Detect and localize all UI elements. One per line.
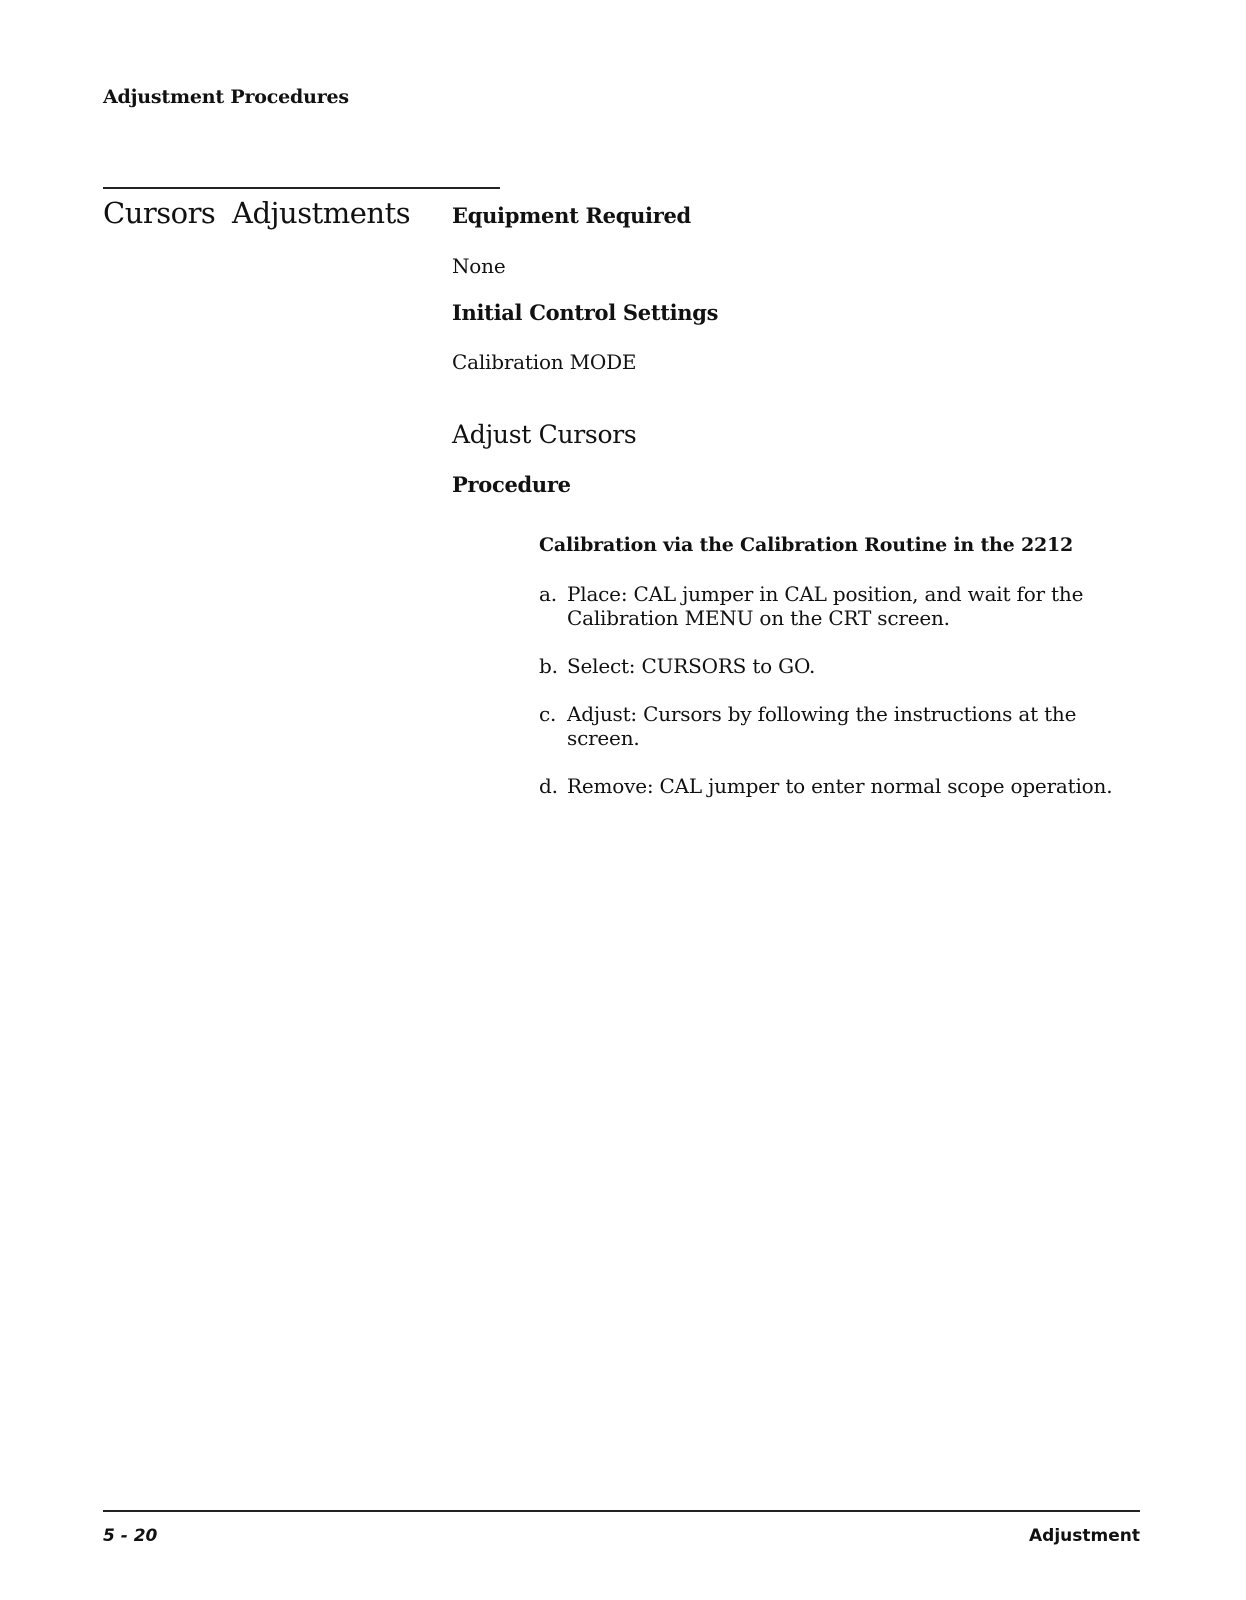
procedure-step-b — [539, 654, 1149, 678]
adjust-heading: Adjust Cursors — [452, 420, 637, 449]
section-title: Cursors Adjustments — [103, 196, 411, 230]
equipment-value: None — [452, 254, 506, 278]
initial-settings-heading: Initial Control Settings — [452, 300, 719, 325]
step-letter: a. — [539, 582, 557, 606]
footer-section-name: Adjustment — [1029, 1526, 1140, 1546]
step-letter: d. — [539, 774, 558, 798]
procedure-steps — [539, 582, 1149, 798]
step-letter: c. — [539, 702, 557, 726]
running-head: Adjustment Procedures — [103, 86, 349, 108]
procedure-step-c — [539, 702, 1149, 750]
step-text: Place: CAL jumper in CAL position, and wait for the Calibration MENU on the CRT screen. — [567, 582, 1084, 630]
procedure-heading: Procedure — [452, 472, 571, 497]
calibration-subheading: Calibration via the Calibration Routine in the 2212 — [539, 534, 1074, 556]
procedure-block — [539, 534, 1149, 822]
procedure-step-a — [539, 582, 1149, 630]
section-divider — [103, 187, 500, 189]
page-number: 5 - 20 — [103, 1526, 158, 1546]
step-text: Select: CURSORS to GO. — [567, 654, 816, 678]
procedure-step-d — [539, 774, 1149, 798]
step-text: Remove: CAL jumper to enter normal scope operation. — [567, 774, 1113, 798]
step-letter: b. — [539, 654, 558, 678]
step-text: Adjust: Cursors by following the instructions at the screen. — [567, 702, 1077, 750]
equipment-heading: Equipment Required — [452, 203, 691, 228]
initial-settings-value: Calibration MODE — [452, 350, 637, 374]
footer-divider — [103, 1510, 1140, 1512]
